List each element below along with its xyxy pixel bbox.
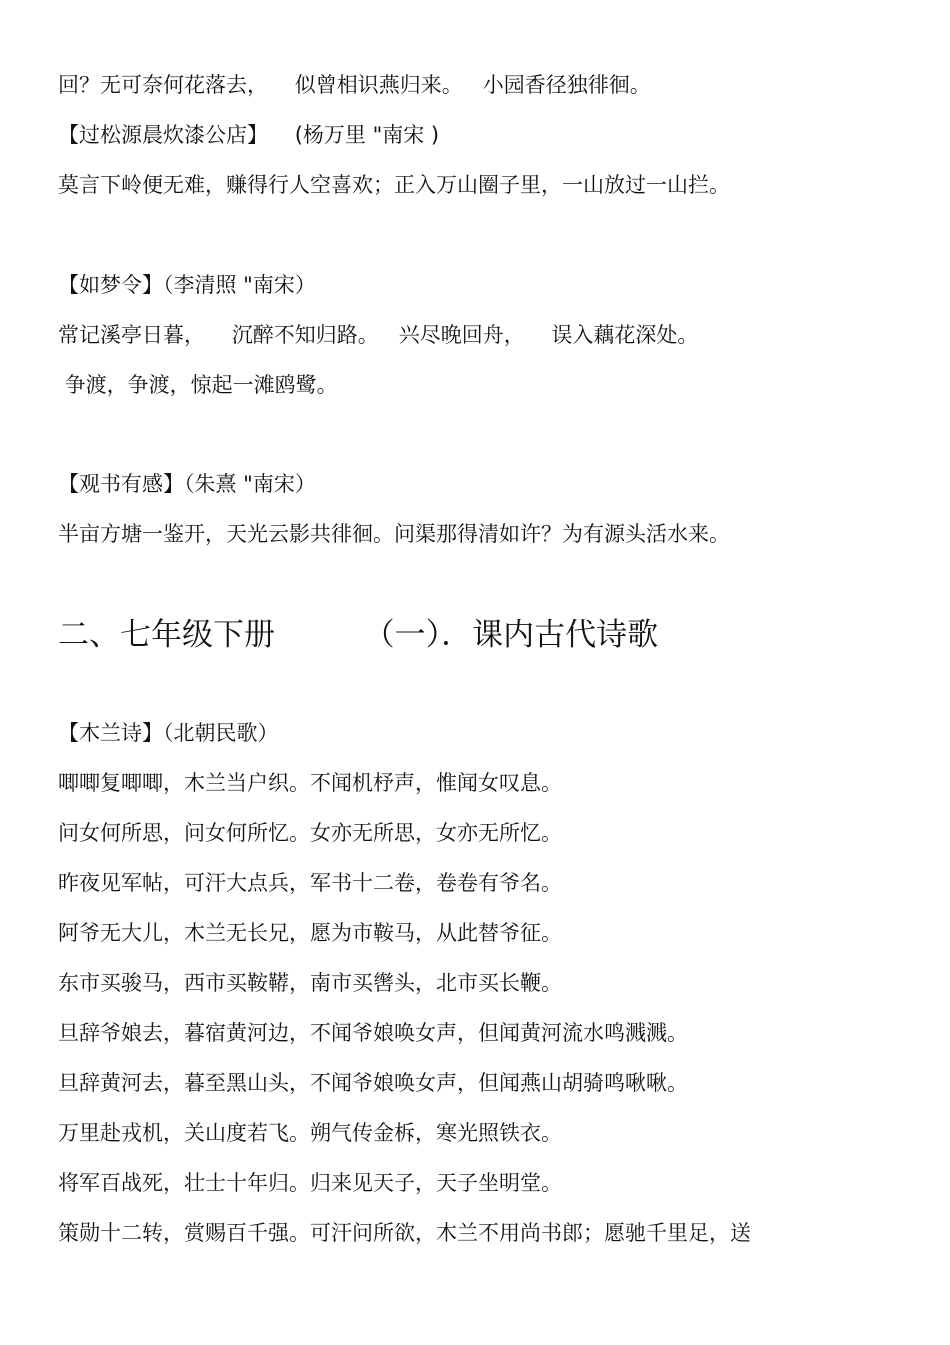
poem-line: 昨夜见军帖，可汗大点兵，军书十二卷，卷卷有爷名。	[58, 871, 562, 895]
poem-line: 争渡，争渡，惊起一滩鸥鹭。	[58, 373, 338, 397]
poem-line: 将军百战死，壮士十年归。归来见天子，天子坐明堂。	[58, 1171, 562, 1195]
poem-line: 旦辞爷娘去，暮宿黄河边，不闻爷娘唤女声，但闻黄河流水鸣溅溅。	[58, 1021, 688, 1045]
poem-line: 回？无可奈何花落去， 似曾相识燕归来。 小园香径独徘徊。	[58, 73, 651, 97]
poem-line: 莫言下岭便无难，赚得行人空喜欢；正入万山圈子里，一山放过一山拦。	[58, 173, 730, 197]
poem-line: 阿爷无大儿，木兰无长兄，愿为市鞍马，从此替爷征。	[58, 921, 562, 945]
poem-title: 【木兰诗】（北朝民歌）	[58, 721, 279, 745]
poem-line: 常记溪亭日暮， 沉醉不知归路。 兴尽晚回舟， 误入藕花深处。	[58, 323, 699, 347]
poem-line: 唧唧复唧唧，木兰当户织。不闻机杼声，惟闻女叹息。	[58, 771, 562, 795]
poem-title: 【过松源晨炊漆公店】 (杨万里 "南宋 )	[58, 123, 440, 147]
poem-line: 策勋十二转，赏赐百千强。可汗问所欲，木兰不用尚书郎；愿驰千里足，送	[58, 1221, 751, 1245]
poem-line: 半亩方塘一鉴开，天光云影共徘徊。问渠那得清如许？为有源头活水来。	[58, 522, 730, 546]
poem-line: 万里赴戎机，关山度若飞。朔气传金柝，寒光照铁衣。	[58, 1121, 562, 1145]
poem-title: 【观书有感】（朱熹 "南宋）	[58, 472, 316, 496]
poem-title: 【如梦令】（李清照 "南宋）	[58, 273, 316, 297]
poem-line: 问女何所思，问女何所忆。女亦无所思，女亦无所忆。	[58, 821, 562, 845]
poem-line: 旦辞黄河去，暮至黑山头，不闻爷娘唤女声，但闻燕山胡骑鸣啾啾。	[58, 1071, 688, 1095]
section-heading: 二、七年级下册 （一）．课内古代诗歌	[58, 617, 659, 653]
poem-line: 东市买骏马，西市买鞍鞯，南市买辔头，北市买长鞭。	[58, 971, 562, 995]
